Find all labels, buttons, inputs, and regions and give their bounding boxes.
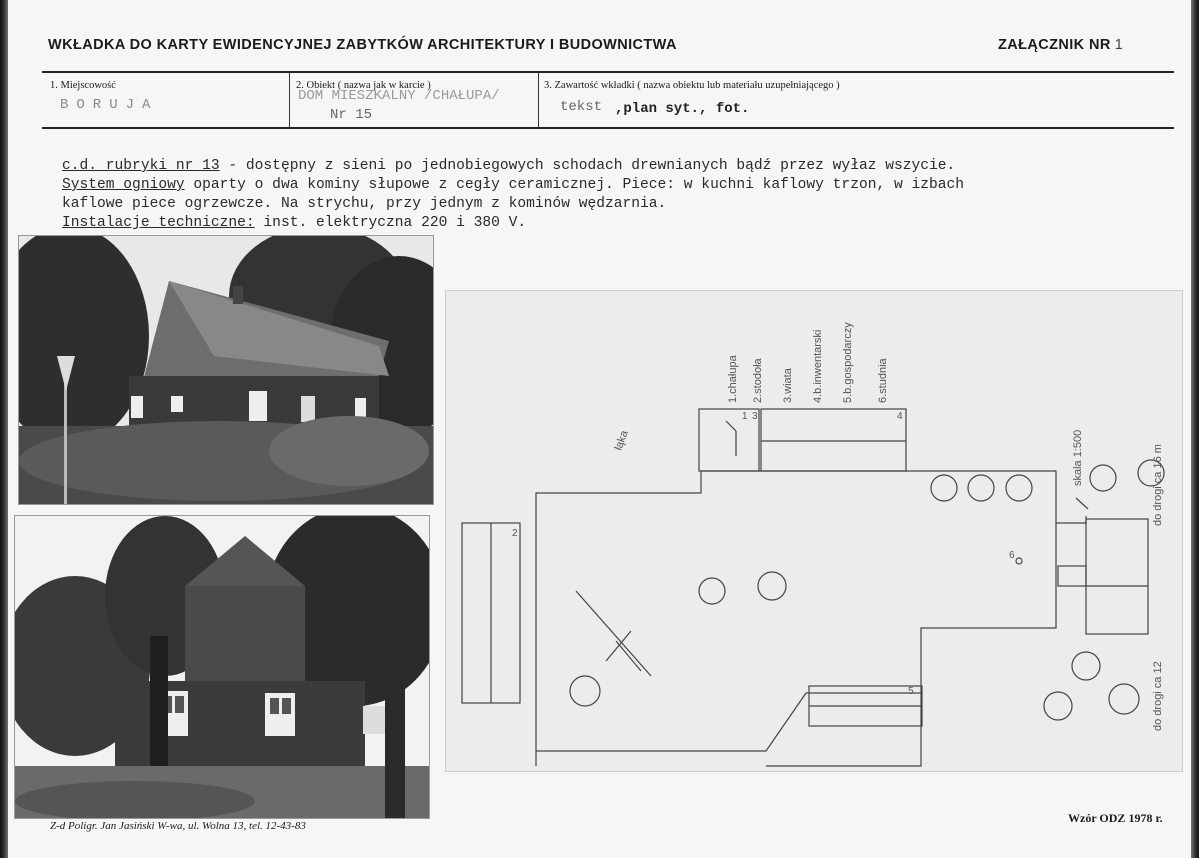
site-plan (445, 290, 1183, 772)
plan-road-2: do drogi ca 12 (1152, 661, 1164, 731)
plan-numbers (512, 411, 1015, 697)
printer-imprint: Z-d Poligr. Jan Jasiński W-wa, ul. Wolna 13, tel. 12-43-83 (50, 820, 306, 832)
scan-edge-left (0, 0, 8, 858)
house-photo-1-image (19, 236, 433, 504)
house-photo-2-image (15, 516, 429, 818)
heading-installations: Instalacje techniczne: (62, 215, 255, 231)
field-3-label: 3. Zawartość wkładki ( nazwa obiektu lub materiału uzupełniającego ) (544, 80, 840, 91)
plan-label-1: 1.chałupa (727, 355, 739, 403)
fields-rule (42, 127, 1174, 129)
heading-continuation: c.d. rubryki nr 13 (62, 158, 220, 174)
site-plan-drawing (446, 291, 1182, 771)
description-line-2 (62, 176, 1152, 195)
heading-fire-system: System ogniowy (62, 177, 185, 193)
house-photo-1 (18, 235, 434, 505)
header-rule (42, 71, 1174, 73)
field-divider-2 (538, 73, 539, 127)
field-3-value: ,plan syt., fot. (615, 101, 750, 117)
form-number: Wzór ODZ 1978 r. (1068, 811, 1163, 825)
description-line-1 (62, 157, 1152, 176)
field-2-value-line2: Nr 15 (330, 107, 373, 123)
field-1-value: BORUJA (60, 97, 159, 113)
document-title: WKŁADKA DO KARTY EWIDENCYJNEJ ZABYTKÓW ARCHITEKTURY I BUDOWNICTWA (48, 37, 677, 53)
annex-number: 1 (1114, 37, 1124, 53)
plan-label-5: 5.b.gospodarczy (842, 322, 854, 403)
description-text (62, 157, 1152, 233)
plan-number-1: 1 (742, 411, 748, 422)
plan-scale: skala 1:500 (1072, 429, 1084, 486)
plan-road-1: do drogi ca 16 m (1152, 444, 1164, 526)
line-2-text: oparty o dwa kominy słupowe z cegły ceramicznej. Piece: w kuchni kaflowy trzon, w izbach (184, 177, 965, 193)
annex-label-text: ZAŁĄCZNIK NR (998, 37, 1111, 53)
plan-number-4: 4 (897, 411, 903, 422)
plan-meadow: łąka (612, 428, 631, 453)
field-2-value-line1: DOM MIESZKALNY /CHAŁUPA/ (298, 88, 500, 104)
plan-number-2: 2 (512, 528, 518, 539)
line-4-text: inst. elektryczna 220 i 380 V. (254, 215, 527, 231)
description-line-3: kaflowe piece ogrzewcze. Na strychu, przy jednym z kominów wędzarnia. (62, 196, 667, 212)
plan-labels (613, 322, 1164, 731)
scan-edge-right (1191, 0, 1199, 858)
field-3-value-prefix: tekst (560, 99, 603, 115)
plan-label-3: 3.wiata (782, 368, 794, 403)
plan-number-5: 5 (908, 686, 914, 697)
field-1-label: 1. Miejscowość (50, 80, 116, 91)
house-photo-2 (14, 515, 430, 819)
plan-number-3: 3 (752, 411, 758, 422)
field-divider-1 (289, 73, 290, 127)
plan-number-6: 6 (1009, 550, 1015, 561)
plan-label-2: 2.stodoła (752, 358, 764, 403)
plan-label-4: 4.b.inwentarski (812, 329, 824, 403)
description-line-4 (62, 214, 1152, 233)
annex-label (998, 37, 1123, 53)
line-1-text: - dostępny z sieni po jednobiegowych schodach drewnianych bądź przez wyłaz wszycie. (219, 158, 956, 174)
plan-label-6: 6.studnia (877, 358, 889, 403)
field-2-label: 2. Obiekt ( nazwa jak w karcie ) (296, 80, 431, 91)
